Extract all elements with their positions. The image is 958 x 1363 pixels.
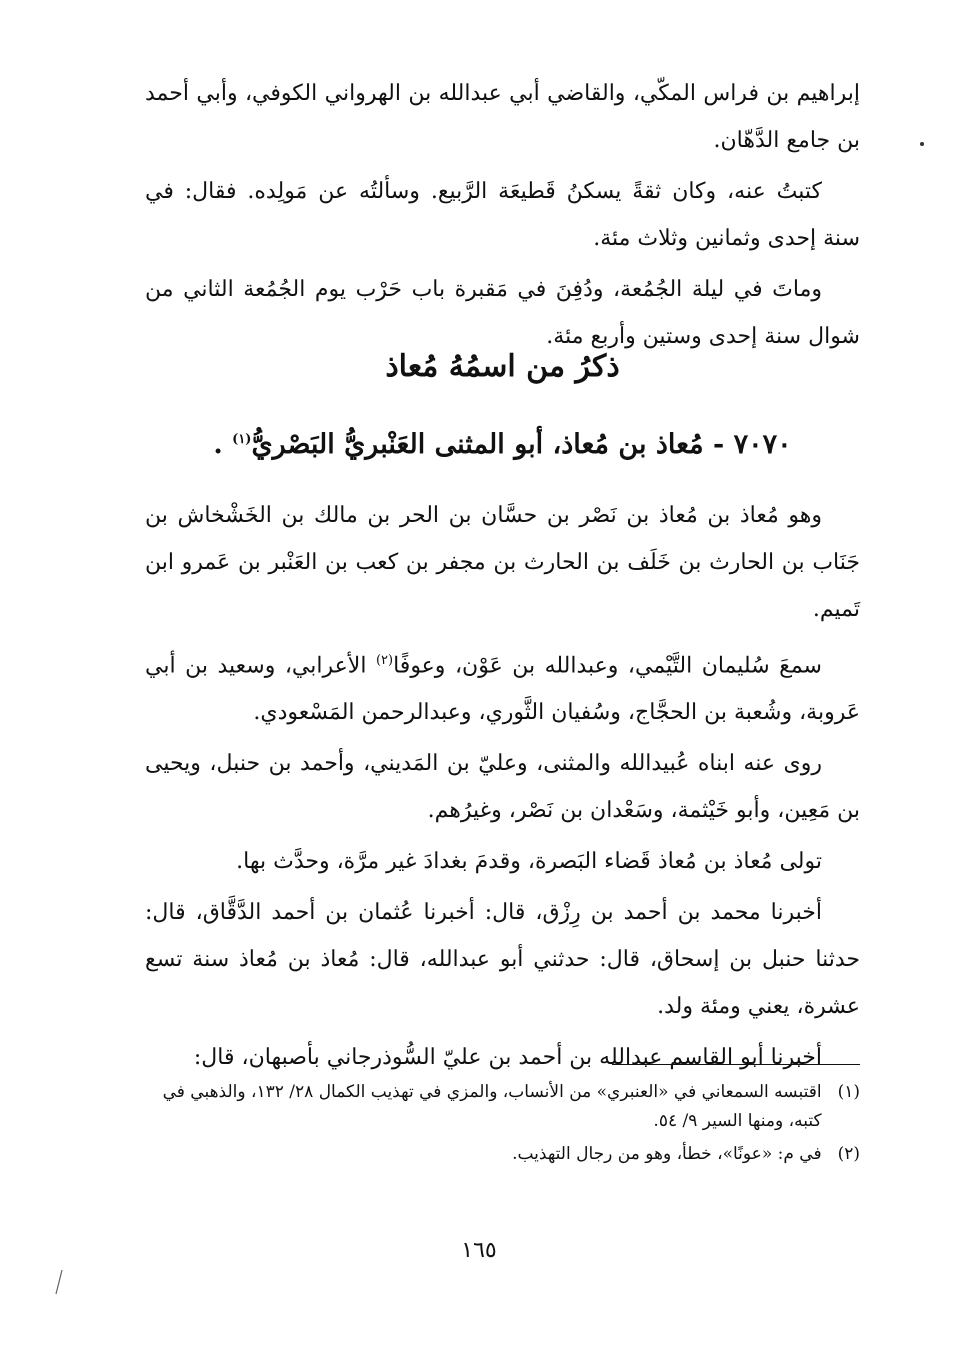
footnote-text: في م: «عونًا»، خطأ، وهو من رجال التهذيب. bbox=[512, 1144, 822, 1164]
paragraph-chain-1: أخبرنا محمد بن أحمد بن رِزْق، قال: أخبرنا عُثمان بن أحمد الدَّقَّاق، قال: حدثنا حنبل بن إسحاق، قال: حدثني أبو عبدالله، قال: مُعاذ بن مُعاذ سنة تسع عشرة، يعني ومئة ولد. bbox=[145, 900, 860, 1020]
footnote-number: (١) bbox=[837, 1082, 860, 1102]
footnote-2 bbox=[145, 1140, 860, 1169]
footnote-1 bbox=[145, 1078, 860, 1136]
entry-title-end: . bbox=[213, 429, 233, 460]
heard-from-text-a: سمعَ سُليمان التَّيْمي، وعبدالله بن عَوْن، وعوفًا bbox=[393, 653, 822, 679]
footnote-ref-2: (٢) bbox=[375, 653, 394, 668]
entry-text-block bbox=[145, 492, 860, 1081]
scan-stroke-mark bbox=[52, 1268, 66, 1296]
top-text-block bbox=[145, 70, 860, 360]
paragraph-birth: كتبتُ عنه، وكان ثقةً يسكنُ قَطيعَة الرَّبيع. وسألتُه عن مَولِده. فقال: في سنة إحدى وثمانين وثلاث مئة. bbox=[145, 179, 860, 251]
paragraph-teachers: إبراهيم بن فراس المكّي، والقاضي أبي عبدالله بن الهرواني الكوفي، وأبي أحمد بن جامع الدَّهّان. bbox=[145, 81, 860, 153]
footnote-number: (٢) bbox=[837, 1144, 860, 1164]
scan-speck bbox=[918, 140, 926, 148]
section-heading: ذكرُ من اسمُهُ مُعاذ bbox=[385, 349, 620, 384]
footnote-separator bbox=[612, 1064, 860, 1065]
heard-from-text-b: الأعرابي، وسعيد بن أبي عَروبة، وشُعبة بن الحجَّاج، وسُفيان الثَّوري، وعبدالرحمن المَسْعودي. bbox=[145, 653, 860, 726]
paragraph-judgeship: تولى مُعاذ بن مُعاذ قَضاء البَصرة، وقدمَ بغدادَ غير مرَّة، وحدَّث بها. bbox=[236, 849, 822, 875]
page-number: ١٦٥ bbox=[461, 1238, 497, 1263]
entry-title bbox=[145, 418, 860, 467]
paragraph-death: وماتَ في ليلة الجُمُعة، ودُفِنَ في مَقبرة باب حَرْب يوم الجُمُعة الثاني من شوال سنة إحدى وستين وأربع مئة. bbox=[145, 277, 860, 349]
footnote-text: اقتبسه السمعاني في «العنبري» من الأنساب، والمزي في تهذيب الكمال ٢٨/ ١٣٢، والذهبي في كتبه، ومنها السير ٩/ ٥٤. bbox=[162, 1082, 822, 1131]
paragraph-narrators: روى عنه ابناه عُبيدالله والمثنى، وعليّ بن المَديني، وأحمد بن حنبل، ويحيى بن مَعِين، وأبو خَيْثمة، وسَعْدان بن نَصْر، وغيرُهم. bbox=[145, 751, 860, 824]
footnotes bbox=[145, 1078, 860, 1173]
paragraph-heard-from bbox=[145, 637, 860, 736]
paragraph-lineage: وهو مُعاذ بن مُعاذ بن نَصْر بن حسَّان بن الحر بن مالك بن الخَشْخاش بن جَنَاب بن الحارث بن خَلَف بن الحارث بن مجفر بن كعب بن العَنْبر بن عَمرو ابن تَميم. bbox=[145, 503, 860, 622]
entry-title-text: ٧٠٧٠ - مُعاذ بن مُعاذ، أبو المثنى العَنْبريُّ البَصْريُّ bbox=[251, 429, 792, 460]
footnote-ref-1: (١) bbox=[232, 432, 252, 447]
paragraph-chain-2: أخبرنا أبو القاسم عبدالله بن أحمد بن عليّ السُّوذرجاني بأصبهان، قال: bbox=[193, 1045, 822, 1071]
